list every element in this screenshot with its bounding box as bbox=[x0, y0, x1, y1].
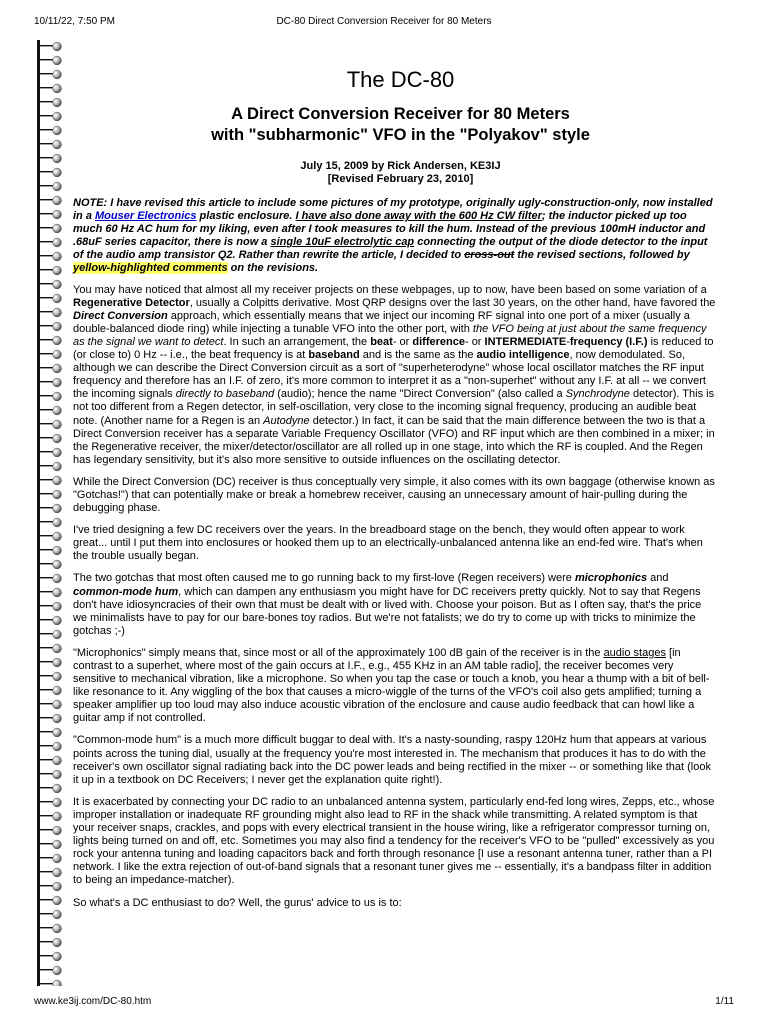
highlighted-text: yellow-highlighted comments bbox=[73, 262, 228, 275]
print-datetime: 10/11/22, 7:50 PM bbox=[34, 16, 115, 27]
print-document-title: DC-80 Direct Conversion Receiver for 80 Meters bbox=[276, 16, 492, 27]
page-title: The DC-80 bbox=[346, 67, 455, 92]
paragraph-intro: You may have noticed that almost all my receiver projects on these webpages, up to now, have been based on some variation of a Regenerative Detector, usually a Colpitts derivative. Most QRP designs over the last 30 years, on the other hand, have favored the Direct Conversion approach, which essentially means that we inject our incoming RF signal into one port of a mixer (usually a double-balanced diode ring) while injecting a tunable VFO into the other port, with the VFO being at just about the same frequency as the signal we want to detect. In such an arrangement, the beat- or difference- or INTERMEDIATE-frequency (I.F.) is reduced to (or close to) 0 Hz -- i.e., the beat frequency is at baseband and is the same as the audio intelligence, now demodulated. So, although we can describe the Direct Conversion circuit as a sort of "superheterodyne" whose local oscillator matches the RF input frequency and therefore has an I.F. of zero, it's more common to interpret it as a "non-superhet" without any I.F. at all -- we convert the incoming signals directly to baseband (audio); hence the name "Direct Conversion" (also called a Synchrodyne detector). This is not too different from a Regen detector, in self-oscillation, very close to the incoming signal frequency, producing an audible beat note. (Another name for a Regen is an Autodyne detector.) In fact, it can be said that the main difference between the two is that a Direct Conversion receiver has a separate Variable Frequency Oscillator (VFO) and RF input which are then combined in a mixer; in the Regenerative receiver, the mixer/detector/oscillator are all rolled up in one stage, into which the RF is coupled. And the Regen has legendary sensitivity, but it's also more sensitive to outside influences on the oscillating detector. bbox=[73, 283, 716, 466]
article-content bbox=[73, 64, 716, 919]
paragraph-microphonics: "Microphonics" simply means that, since most or all of the approximately 100 dB gain of the receiver is in the audio stages [in contrast to a superhet, where most of the gain occurs at I.F., e.g., 455 KHz in an AM table radio], the receiver becomes very sensitive to mechanical vibration, like a microphone. So when you tap the case or touch a knob, you hear a thump with a bit of bell-like resonance to it. Any wiggling of the box that causes a micro-wiggle of the turns of the VFO's coil also gets amplified; turning a speaker amplifier up too loud may also induce acoustic vibration of the enclosure and cause audio feedback that can howl like a guitar amp if not controlled. bbox=[73, 646, 710, 725]
byline-revised: [Revised February 23, 2010] bbox=[327, 173, 474, 185]
paragraph-dc-baggage: While the Direct Conversion (DC) receiver is thus conceptually very simple, it also comes with its own baggage (otherwise known as "Gotchas!") that can potentially make or break a homebrew receiver, causing an unnecessary amount of hair-pulling during the debugging phase. bbox=[73, 475, 715, 515]
print-footer bbox=[0, 995, 768, 1009]
paragraph-unbalanced-antenna: It is exacerbated by connecting your DC radio to an unbalanced antenna system, particularly end-fed long wires, Zepps, etc., whose improper installation or inadequate RF grounding might also lead to RF in the shack while transmitting. A related symptom is that your receiver snaps, crackles, and pops with every electrical transient in the house wiring, like a refrigerator compressor turning on, lights being turned on and off, etc. Sometimes you may also find a tendency for the receiver's VFO to be "pulled" excessively as you rock your antenna tuning and loading capacitors back and forth through resonance [I use a resonant antenna tuner, rather than a PI network. I like the extra rejection of out-of-band signals that a resonant tuner gives me -- essentially, it's a bandpass filter in addition to being an impedance-matcher). bbox=[73, 795, 715, 887]
subtitle-line-1: A Direct Conversion Receiver for 80 Meters bbox=[231, 105, 570, 123]
strikethrough-text: cross-out bbox=[464, 249, 515, 262]
byline-author-date: July 15, 2009 by Rick Andersen, KE3IJ bbox=[300, 160, 501, 172]
print-page-number: 1/11 bbox=[715, 996, 734, 1007]
print-header bbox=[0, 15, 768, 29]
background-bead-strip bbox=[34, 40, 66, 986]
paragraph-breadboard: I've tried designing a few DC receivers over the years. In the breadboard stage on the bench, they would often appear to work great... until I put them into enclosures or hooked them up to an electrically-unbalanced antenna like an end-fed wire. That's when the trouble usually began. bbox=[73, 524, 703, 563]
revision-note: NOTE: I have revised this article to include some pictures of my prototype, originally ugly-construction-only, now installed in a Mouser Electronics plastic enclosure. I have also done away with the 600 Hz CW filter; the inductor picked up too much 60 Hz AC hum for my liking, even after I took measures to kill the hum. Instead of the previous 100mH inductor and .68uF series capacitor, there is now a single 10uF electrolytic cap connecting the output of the diode detector to the input of the audio amp transistor Q2. Rather than rewrite the article, I decided to cross-out the revised sections, followed by yellow-highlighted comments on the revisions. bbox=[73, 197, 713, 275]
mouser-electronics-link[interactable]: Mouser Electronics bbox=[95, 210, 197, 223]
page-subtitle bbox=[73, 104, 716, 146]
paragraph-common-mode-hum: "Common-mode hum" is a much more difficult buggar to deal with. It's a nasty-sounding, raspy 120Hz hum that appears at various points across the tuning dial, usually at the frequency you're most interested in. The mechanism that produces it has to do with the receiver's own oscillator signal radiating back into the DC power leads and being rectified in the mixer -- or something like that (look it up in a textbook on DC Receivers; I never get the explanation quite right!). bbox=[73, 734, 711, 786]
paragraph-gotchas: The two gotchas that most often caused me to go running back to my first-love (Regen receivers) were microphonics and common-mode hum, which can dampen any enthusiasm you might have for DC receivers pretty quickly. Not to say that Regens don't have idiosyncracies of their own that must be dealt with or lived with. Choose your poison. But as I often say, that's the price we minimalists have to pay for our bare-bones toy radios. But we're not fatalists; we do try to come up with tricks to minimize the gotchas ;-) bbox=[73, 572, 702, 637]
paragraph-gurus-advice: So what's a DC enthusiast to do? Well, the gurus' advice to us is to: bbox=[73, 896, 402, 909]
subtitle-line-2: with "subharmonic" VFO in the "Polyakov" style bbox=[211, 126, 590, 144]
print-url: www.ke3ij.com/DC-80.htm bbox=[34, 996, 152, 1007]
byline bbox=[73, 160, 716, 186]
